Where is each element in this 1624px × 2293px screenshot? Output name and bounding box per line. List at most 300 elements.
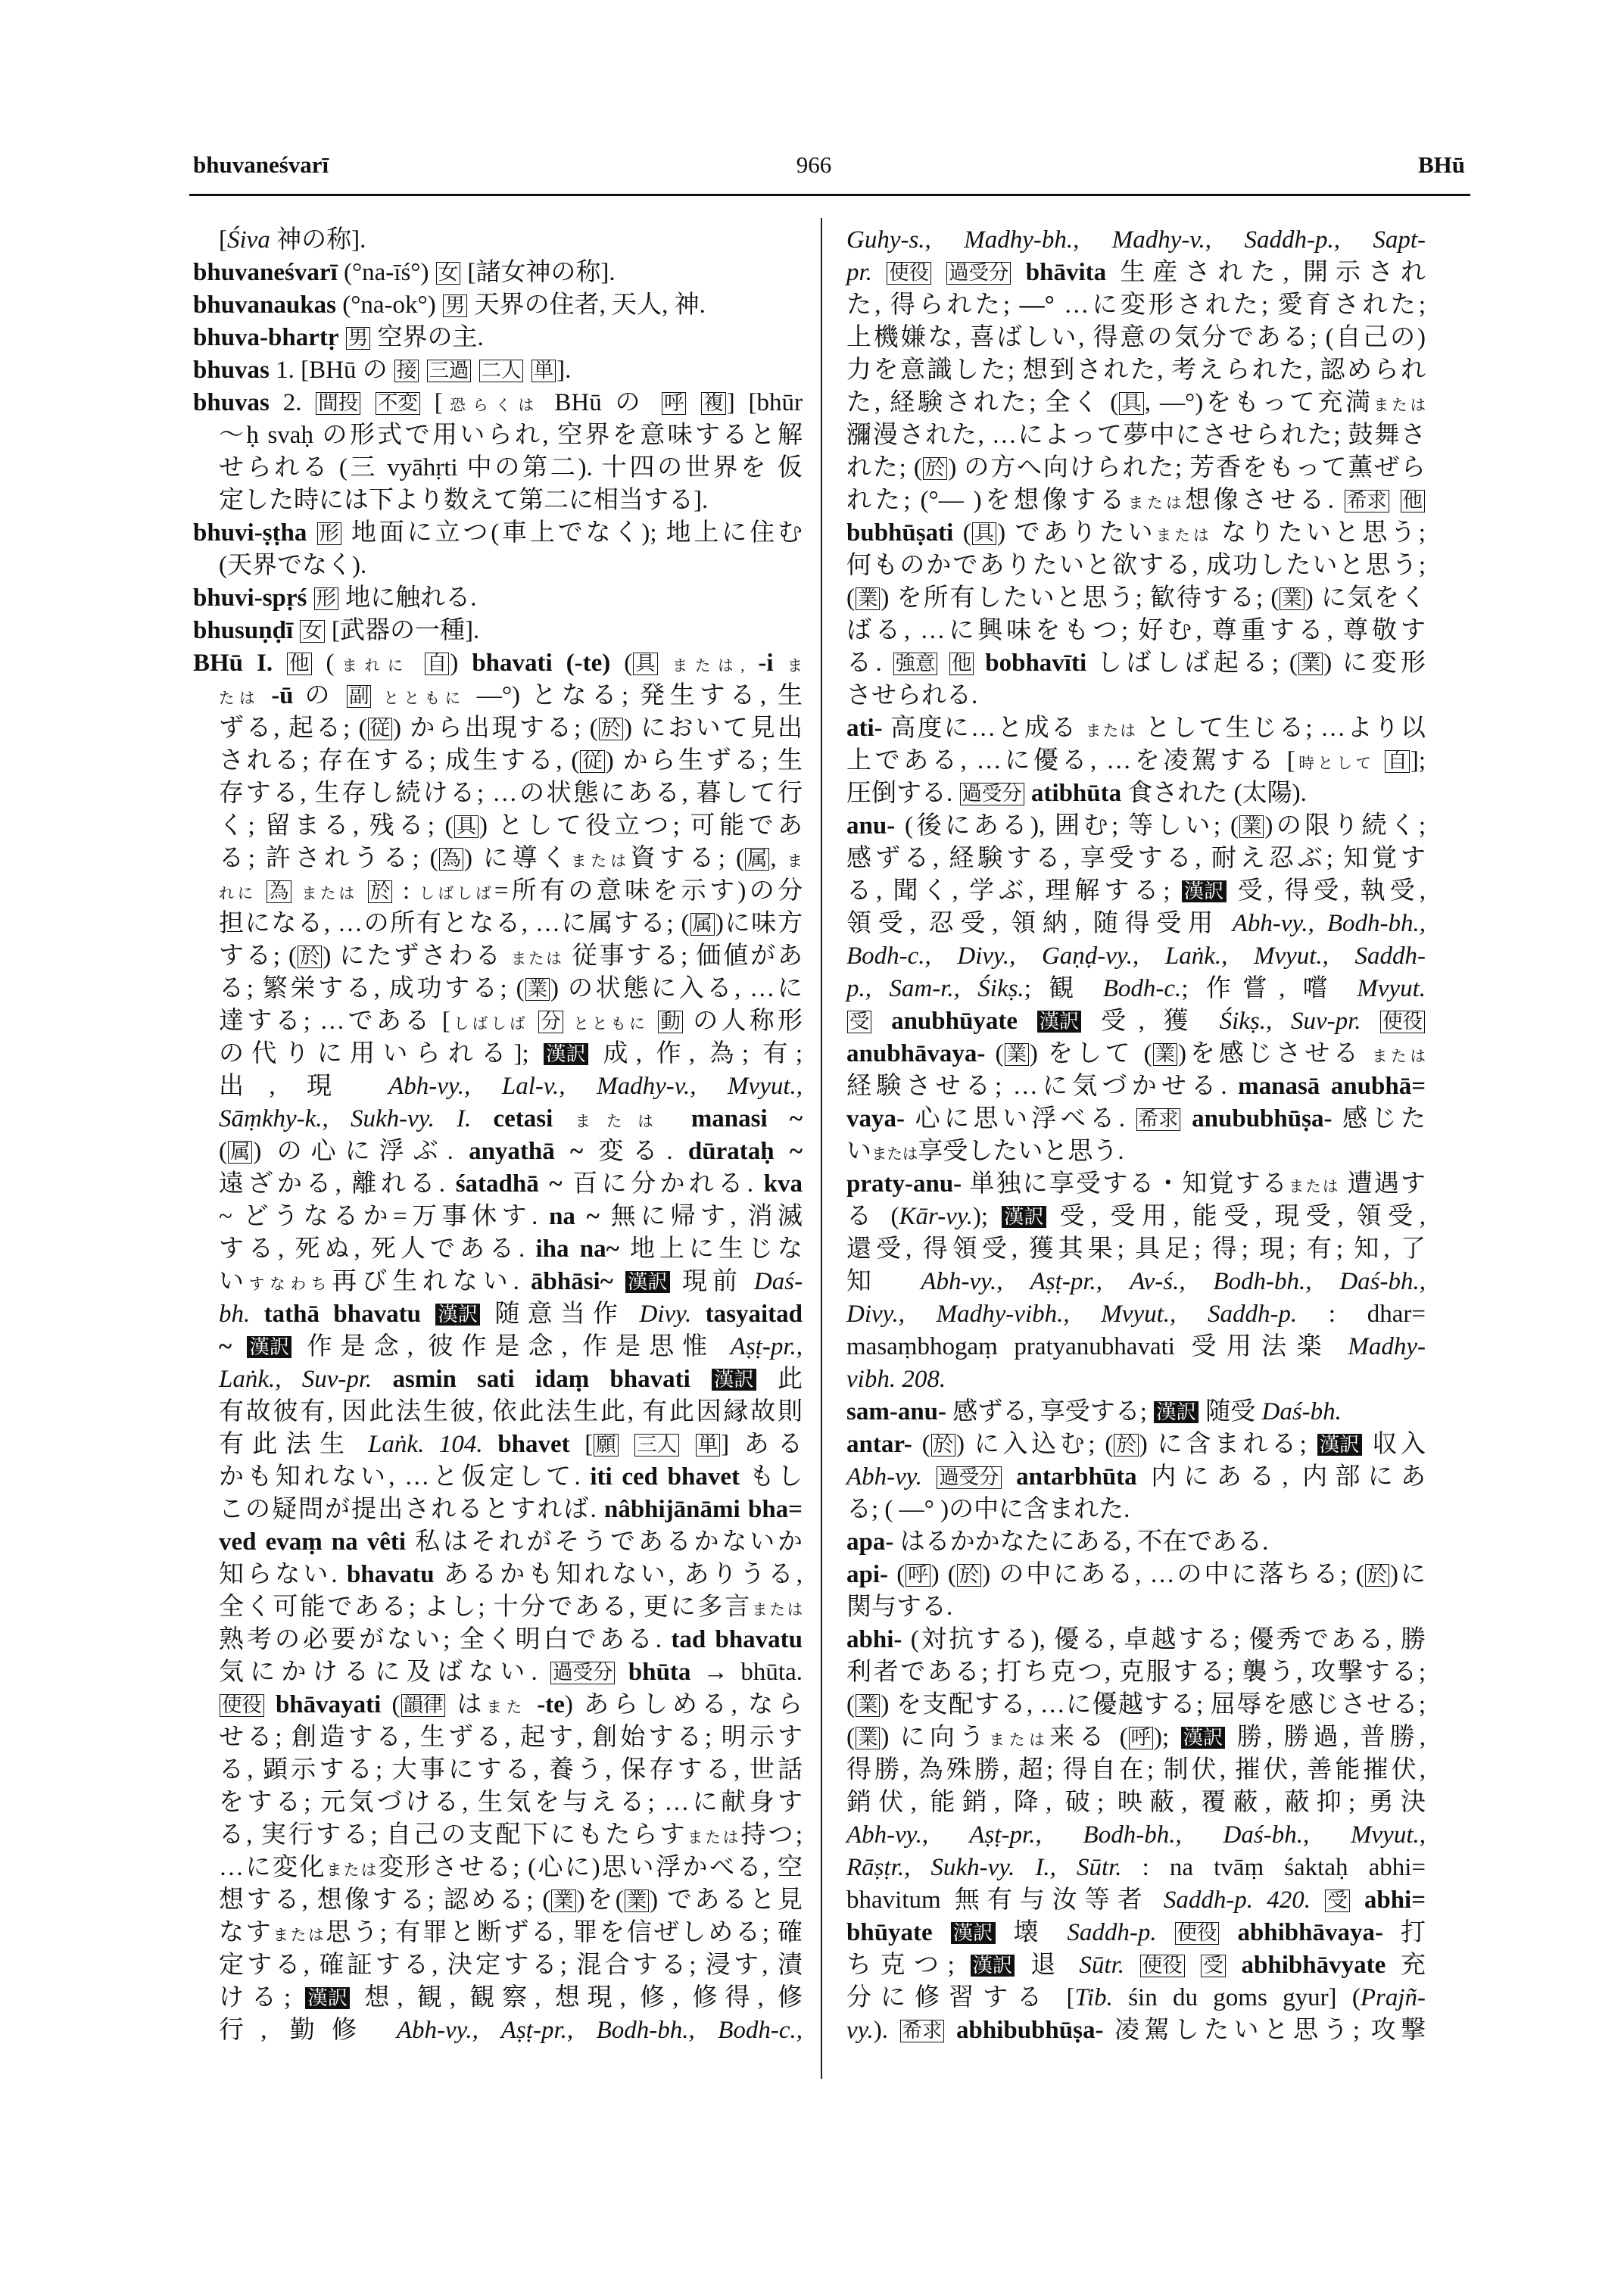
definition-text: する, 死ぬ, 死人である.	[219, 1235, 536, 1263]
header-rule	[189, 194, 1470, 196]
small-note: または	[1288, 1179, 1340, 1195]
definition-text	[410, 650, 424, 677]
definition-text	[932, 259, 946, 286]
definition-text	[471, 1105, 493, 1132]
definition-text	[1220, 1919, 1237, 1946]
definition-text: );	[972, 1203, 1001, 1230]
grammar-label-box: 他	[1401, 490, 1425, 512]
chinese-translation-label: 漢訳	[712, 1369, 756, 1391]
definition-text	[372, 1366, 392, 1393]
definition-text: (	[846, 1691, 855, 1718]
definition-text	[1157, 1919, 1174, 1946]
entry-line	[219, 1428, 803, 1461]
entry-line	[219, 1168, 803, 1201]
definition-text: 無に帰す, 消滅	[599, 1203, 803, 1230]
entry-line	[219, 1298, 803, 1331]
definition-text	[974, 650, 985, 677]
grammar-label-box: 具	[972, 522, 996, 545]
definition-text: (後にある), 囲む; 等しい; (	[895, 812, 1239, 840]
definition-text: (	[912, 1431, 930, 1458]
entry-line	[219, 810, 803, 843]
definition-text: 単独に享受する・知覚する	[962, 1170, 1289, 1198]
entry-line	[846, 647, 1426, 680]
entry-line	[846, 289, 1426, 322]
definition-text: る, 実行する; 自己の支配下にもたらす	[219, 1821, 687, 1849]
definition-text: (°na-īś°)	[337, 259, 435, 286]
entry-line	[219, 1982, 803, 2014]
definition-text: る, 聞く, 学ぶ, 理解する;	[846, 877, 1181, 905]
definition-text: (	[888, 1561, 906, 1588]
entry-headline	[193, 647, 803, 680]
bold-text: bhavet	[497, 1431, 570, 1458]
definition-text: bhavitum 無有与汝等者	[846, 1886, 1164, 1914]
italic-abbrev: Rāṣṭr., Sukh-vy. I., Sūtr.	[846, 1854, 1122, 1881]
chinese-translation-label: 漢訳	[1181, 1727, 1226, 1749]
small-note: すなわち	[248, 1276, 332, 1293]
definition-text: ) の状態に入る, …に	[550, 975, 803, 1002]
bold-text: nâbhijānāmi bha=	[603, 1496, 803, 1523]
definition-text: BHū の	[541, 389, 662, 416]
bold-text: tad bhavatu	[671, 1626, 803, 1653]
definition-text: ) であると見	[650, 1886, 803, 1914]
grammar-label-box: 間投	[316, 392, 360, 415]
definition-text: 空界の主.	[371, 324, 484, 351]
definition-text: 持つ;	[740, 1821, 803, 1849]
headword: bhuvas	[193, 389, 270, 416]
dictionary-entry	[846, 1168, 1426, 1396]
definition-text: : dhar=	[1297, 1301, 1426, 1328]
entry-line	[846, 419, 1426, 452]
entry-line	[219, 224, 803, 257]
small-note: または,	[672, 658, 745, 675]
dictionary-entry	[846, 1624, 1426, 2047]
definition-text: 気にかけるに及ばない.	[219, 1659, 550, 1686]
definition-text: (	[219, 1138, 227, 1165]
definition-text: しばしば起る; (	[1086, 650, 1298, 677]
bold-text: bhavati (-te)	[472, 650, 611, 677]
grammar-label-box: 於	[957, 1564, 981, 1587]
definition-text: は	[446, 1691, 487, 1718]
grammar-label-box: 三人	[634, 1434, 679, 1456]
definition-text	[1124, 1952, 1139, 1979]
grammar-label-box: 於	[1365, 1564, 1389, 1587]
bold-text: abhibhāvyate	[1241, 1952, 1386, 1979]
entry-line	[846, 484, 1426, 517]
definition-text: 充	[1386, 1952, 1426, 1979]
entry-line	[846, 1038, 1426, 1070]
entry-line	[846, 973, 1426, 1005]
headword: bhuva-bhartṛ	[193, 324, 339, 351]
definition-text: る; ( —° )の中に含まれた.	[846, 1496, 1130, 1523]
definition-text	[307, 519, 316, 547]
definition-text: )を感じさせる	[1177, 1040, 1372, 1067]
grammar-label-box: 従	[368, 718, 392, 740]
entry-line	[219, 1656, 803, 1689]
small-note: または	[510, 951, 564, 967]
grammar-label-box: 単	[531, 360, 556, 382]
definition-text: 利者である; 打ち克つ, 克服する; 襲う, 攻撃する;	[846, 1659, 1426, 1686]
bold-text: atibhūta	[1030, 780, 1122, 807]
entry-headline	[846, 1526, 1426, 1559]
entry-line	[219, 1852, 803, 1884]
definition-text	[361, 389, 375, 416]
definition-text	[691, 1301, 705, 1328]
entry-headline	[846, 1396, 1426, 1428]
definition-text: 来る (	[1049, 1724, 1128, 1751]
definition-text: はるかかなたにある, 不在である.	[893, 1528, 1269, 1556]
headword: bhuvi-spṛś	[193, 584, 307, 612]
definition-text: なす	[219, 1919, 273, 1946]
definition-text: この疑問が提出されるとすれば.	[219, 1496, 604, 1523]
dictionary-entry	[193, 322, 803, 354]
definition-text: 資する; (	[630, 845, 744, 872]
entry-line	[846, 1787, 1426, 1819]
definition-text: ; 観	[1024, 975, 1103, 1002]
bold-text: manasā anubhā=	[1238, 1073, 1426, 1100]
bold-text: dūrataḥ ~	[687, 1138, 803, 1165]
grammar-label-box: 従	[580, 750, 604, 773]
grammar-label-box: 接	[394, 360, 419, 382]
definition-text: として生じる; …より以	[1137, 715, 1426, 742]
italic-abbrev: Kār-vy.	[899, 1203, 973, 1230]
definition-text: あるかも知れない, ありうる,	[434, 1561, 803, 1588]
definition-text	[1018, 1008, 1036, 1035]
dictionary-entry	[846, 1559, 1426, 1624]
entry-line	[846, 1201, 1426, 1233]
definition-text	[774, 650, 787, 677]
definition-text	[526, 1691, 537, 1718]
definition-text: [	[569, 1431, 594, 1458]
entry-line	[846, 1136, 1426, 1168]
definition-text: い	[219, 1268, 249, 1295]
grammar-label-box: 自	[425, 653, 449, 675]
grammar-label-box: 分	[538, 1011, 563, 1033]
grammar-label-box: 強意	[893, 653, 938, 675]
entry-headline	[846, 1559, 1426, 1591]
chinese-translation-label: 漢訳	[1182, 880, 1227, 902]
definition-text	[1181, 1105, 1192, 1132]
definition-text	[1375, 747, 1385, 774]
entry-line	[219, 452, 803, 484]
italic-abbrev: Bodh-c., Divy., Gaṇḍ-vy., Laṅk., Mvyut., Saddh-	[846, 942, 1426, 970]
definition-text	[922, 1463, 937, 1491]
definition-text: (対抗する), 優る, 卓越する; 優秀である, 勝	[902, 1626, 1426, 1653]
definition-text: 随受	[1199, 1398, 1262, 1425]
grammar-label-box: 為	[439, 848, 463, 871]
chinese-translation-label: 漢訳	[544, 1043, 588, 1065]
small-note: しばしば	[419, 886, 494, 902]
grammar-label-box: 三過	[427, 360, 472, 382]
italic-abbrev: Mvyut.	[1357, 975, 1426, 1002]
bold-text: tathā bhavatu	[263, 1301, 421, 1328]
definition-text: をする; 元気づける, 生気を与える; …に献身す	[219, 1789, 803, 1816]
entry-line	[219, 843, 803, 875]
definition-text	[648, 1008, 658, 1035]
bold-text: kva	[763, 1170, 803, 1198]
headword: sam-anu-	[846, 1398, 947, 1425]
definition-text	[680, 1431, 695, 1458]
definition-text: [	[420, 389, 443, 416]
bold-text: anubhūyate	[891, 1008, 1018, 1035]
dictionary-entry	[193, 257, 803, 289]
definition-text: 受, 受用, 能受, 現受, 領受,	[1046, 1203, 1426, 1230]
definition-text: せられる (三 vyāhṛti 中の第二). 十四の世界を 仮	[219, 454, 803, 481]
headword: BHū I.	[193, 650, 273, 677]
definition-text: 天界の住者, 天人, 神.	[468, 291, 706, 319]
definition-text: ) に気をく	[1304, 584, 1426, 612]
definition-text: ).	[873, 2017, 899, 2044]
definition-text: 享受したいと思う.	[918, 1138, 1124, 1165]
entry-line	[219, 1103, 803, 1136]
entry-line	[219, 1754, 803, 1787]
headword: praty-anu-	[846, 1170, 962, 1198]
grammar-label-box: 過受分	[960, 783, 1024, 805]
grammar-label-box: 業	[1280, 587, 1304, 610]
definition-text: 分に修習する [	[846, 1984, 1075, 2011]
definition-text: の	[293, 682, 347, 709]
chinese-translation-label: 漢訳	[1002, 1206, 1046, 1228]
definition-text: れた; (°— )を想像する	[846, 487, 1128, 514]
grammar-label-box: 業	[856, 587, 880, 610]
entry-line	[219, 777, 803, 810]
definition-text: 思う; 有罪と断ずる, 罪を信ぜしめる; 確	[326, 1919, 803, 1946]
headword: bhuvas	[193, 357, 270, 384]
bold-text: tasyaitad	[705, 1301, 803, 1328]
definition-text: 遠ざかる, 離れる.	[219, 1170, 456, 1198]
definition-text: 熟考の必要がない; 全く明白である.	[219, 1626, 672, 1653]
definition-text: 達する; …である [	[219, 1008, 450, 1035]
definition-text	[419, 357, 425, 384]
definition-text: ) から出現する; (	[393, 715, 598, 742]
entry-line	[219, 2014, 803, 2047]
entry-line	[846, 1070, 1426, 1103]
definition-text: 受, 得受, 執受,	[1227, 877, 1426, 905]
definition-text: ) (	[930, 1561, 956, 1588]
entry-headline	[193, 582, 803, 615]
definition-text	[744, 650, 758, 677]
definition-text: させられる.	[846, 682, 978, 709]
small-note: れに	[219, 886, 257, 902]
definition-text: ) の心に浮ぶ.	[253, 1138, 469, 1165]
entry-line	[846, 550, 1426, 582]
grammar-label-box: 韻律	[401, 1694, 446, 1717]
bold-text: anyathā ~	[469, 1138, 584, 1165]
left-column	[193, 224, 803, 2047]
definition-text: 地面に立つ(車上でなく); 地上に住む	[341, 519, 803, 547]
bold-text: abhibhāvaya-	[1237, 1919, 1384, 1946]
italic-abbrev: Śiva	[227, 226, 270, 254]
entry-line	[846, 1917, 1426, 1949]
grammar-label-box: 他	[949, 653, 974, 675]
italic-abbrev: Daś-	[753, 1268, 803, 1295]
definition-text: 受, 獲	[1082, 1008, 1220, 1035]
bold-text: vaya-	[846, 1105, 905, 1132]
entry-line	[846, 940, 1426, 973]
entry-line	[846, 1494, 1426, 1526]
entry-line	[846, 1461, 1426, 1494]
small-note: または	[575, 1114, 669, 1130]
italic-abbrev: Saddh-p. 420.	[1163, 1886, 1311, 1914]
italic-abbrev: Prajñ-	[1360, 1984, 1426, 2011]
definition-text: 退	[1015, 1952, 1080, 1979]
grammar-label-box: 過受分	[550, 1662, 615, 1684]
definition-text: → bhūta.	[690, 1659, 803, 1686]
definition-text: 関与する.	[846, 1594, 953, 1621]
definition-text: (	[312, 650, 335, 677]
definition-text: 百に分かれる.	[562, 1170, 764, 1198]
entry-line	[219, 1526, 803, 1559]
definition-text: ~ どうなるか=万事休す.	[219, 1203, 550, 1230]
definition-text: 此	[756, 1366, 803, 1393]
grammar-label-box: 自	[1385, 750, 1409, 773]
entry-line	[846, 2014, 1426, 2047]
entry-line	[219, 1396, 803, 1428]
entry-line	[219, 680, 803, 712]
definition-text: もし	[739, 1463, 803, 1491]
definition-text: 想, 観, 観察, 想現, 修, 修得, 修	[351, 1984, 803, 2011]
entry-line	[219, 1819, 803, 1852]
grammar-label-box: 女	[300, 620, 324, 643]
definition-text: 全く可能である; よし; 十分である, 更に多言	[219, 1594, 753, 1621]
headword: apa-	[846, 1528, 894, 1556]
entry-line	[846, 1689, 1426, 1721]
definition-text	[613, 1268, 625, 1295]
definition-text: [武器の一種].	[325, 617, 480, 644]
definition-text: 定する, 確証する, 決定する; 混合する; 浸す, 漬	[219, 1952, 803, 1979]
definition-text: 上機嫌な, 喜ばしい, 得意の気分である; (自己の)	[846, 324, 1426, 351]
grammar-label-box: 業	[856, 1694, 880, 1717]
definition-text: 有此法生	[219, 1431, 369, 1458]
definition-text: (	[846, 584, 855, 612]
bold-text: -i	[758, 650, 774, 677]
bold-text: ved evaṃ na vêti	[219, 1528, 407, 1556]
bold-text: asmin sati idaṃ bhavati	[392, 1366, 690, 1393]
definition-text: る (	[846, 1203, 899, 1230]
entry-headline	[193, 289, 803, 322]
entry-line	[219, 1201, 803, 1233]
small-note: また	[486, 1699, 527, 1716]
definition-text: =所有の意味を示す)の分	[494, 877, 803, 905]
definition-text	[945, 2017, 956, 2044]
definition-text: 高度に…と成る	[882, 715, 1086, 742]
definition-text	[1011, 259, 1025, 286]
running-head-left: bhuvaneśvarī	[193, 151, 329, 178]
definition-text: なりたいと思う;	[1211, 519, 1426, 547]
definition-text: 感ずる, 享受する;	[946, 1398, 1154, 1425]
grammar-label-box: 業	[525, 978, 550, 1001]
definition-text: : na tvāṃ śaktaḥ abhi=	[1121, 1854, 1426, 1881]
chinese-translation-label: 漢訳	[971, 1955, 1015, 1977]
bold-text: manasi ~	[690, 1105, 803, 1132]
definition-text	[872, 1008, 891, 1035]
bold-text: cetasi	[493, 1105, 553, 1132]
grammar-label-box: 二人	[479, 360, 524, 382]
entry-headline	[846, 1624, 1426, 1656]
dictionary-entry	[193, 387, 803, 517]
dictionary-entry	[193, 647, 803, 2047]
small-note: または	[1155, 528, 1212, 544]
definition-text: ; 作嘗, 嚐	[1181, 975, 1357, 1002]
definition-text	[273, 650, 286, 677]
grammar-label-box: 使役	[1175, 1922, 1220, 1945]
entry-line	[219, 1787, 803, 1819]
definition-text	[528, 1008, 538, 1035]
entry-headline	[193, 517, 803, 550]
headword: bhuvanaukas	[193, 291, 336, 319]
grammar-label-box: 業	[625, 1890, 649, 1912]
definition-text: ] [bhūr	[726, 389, 803, 416]
definition-text: (天界でなく).	[219, 552, 367, 579]
entry-line	[846, 517, 1426, 550]
grammar-label-box: 受	[1325, 1890, 1349, 1912]
entry-line	[846, 1982, 1426, 2014]
definition-text: śin du goms gyur] (	[1112, 1984, 1361, 2011]
definition-text: (	[953, 519, 971, 547]
italic-abbrev: bh.	[219, 1301, 251, 1328]
definition-text	[372, 682, 383, 709]
definition-text: 担になる, …の所有となる, …に属する; (	[219, 910, 690, 937]
definition-text: ) に向う	[881, 1724, 990, 1751]
small-note: または	[273, 1927, 326, 1944]
definition-text	[265, 1691, 276, 1718]
definition-text: …に変化	[219, 1854, 326, 1881]
bold-text: —°	[1019, 291, 1055, 319]
chinese-translation-label: 漢訳	[1037, 1011, 1082, 1033]
definition-text: 生産された, 開示され	[1106, 259, 1426, 286]
italic-abbrev: vy.	[846, 2017, 874, 2044]
grammar-label-box: 男	[443, 294, 467, 317]
grammar-label-box: 過受分	[946, 262, 1011, 285]
small-note: まれに	[334, 658, 410, 675]
grammar-label-box: 属	[745, 848, 769, 871]
chinese-translation-label: 漢訳	[247, 1336, 291, 1358]
definition-text: (	[985, 1040, 1004, 1067]
entry-line	[219, 550, 803, 582]
definition-text: 力を意識した; 想到された, 考えられた, 認められ	[846, 357, 1426, 384]
bold-text: iti ced bhavet	[590, 1463, 740, 1491]
definition-text: …に変形された; 愛育された;	[1054, 291, 1426, 319]
definition-text: (	[846, 1724, 855, 1751]
chinese-translation-label: 漢訳	[625, 1271, 670, 1293]
italic-abbrev: Abh-vy., Lal-v., Madhy-v., Mvyut.,	[388, 1073, 803, 1100]
grammar-label-box: 希求	[1136, 1108, 1181, 1131]
definition-text: 勝, 勝過, 普勝,	[1226, 1724, 1426, 1751]
grammar-label-box: 希求	[900, 2020, 945, 2042]
definition-text: masaṃbhogaṃ pratyanubhavati 受用法楽	[846, 1333, 1348, 1360]
entry-line	[219, 1461, 803, 1494]
bold-text: bhūyate	[846, 1919, 933, 1946]
definition-text: かも知れない, …と仮定して.	[219, 1463, 591, 1491]
bold-text: bobhavīti	[985, 650, 1087, 677]
grammar-label-box: 為	[267, 880, 291, 903]
small-note: または	[871, 1146, 918, 1163]
definition-text	[260, 682, 271, 709]
entry-line	[846, 843, 1426, 875]
definition-text: 地に触れる.	[339, 584, 477, 612]
entry-line	[219, 1721, 803, 1754]
definition-text	[1002, 1463, 1017, 1491]
italic-abbrev: Divy., Madhy-vibh., Mvyut., Saddh-p.	[846, 1301, 1298, 1328]
bold-text: -te	[537, 1691, 565, 1718]
italic-abbrev: Tib.	[1074, 1984, 1113, 2011]
definition-text: 変形させる; (心に)思い浮かべる, 空	[378, 1854, 803, 1881]
entry-line	[219, 484, 803, 517]
dictionary-entry	[846, 1526, 1426, 1559]
definition-text: ].	[556, 357, 572, 384]
definition-text: 作是念, 彼作是念, 作是思惟	[292, 1333, 731, 1360]
headword: anu-	[846, 812, 896, 840]
italic-abbrev: Śikṣ., Suv-pr.	[1219, 1008, 1361, 1035]
